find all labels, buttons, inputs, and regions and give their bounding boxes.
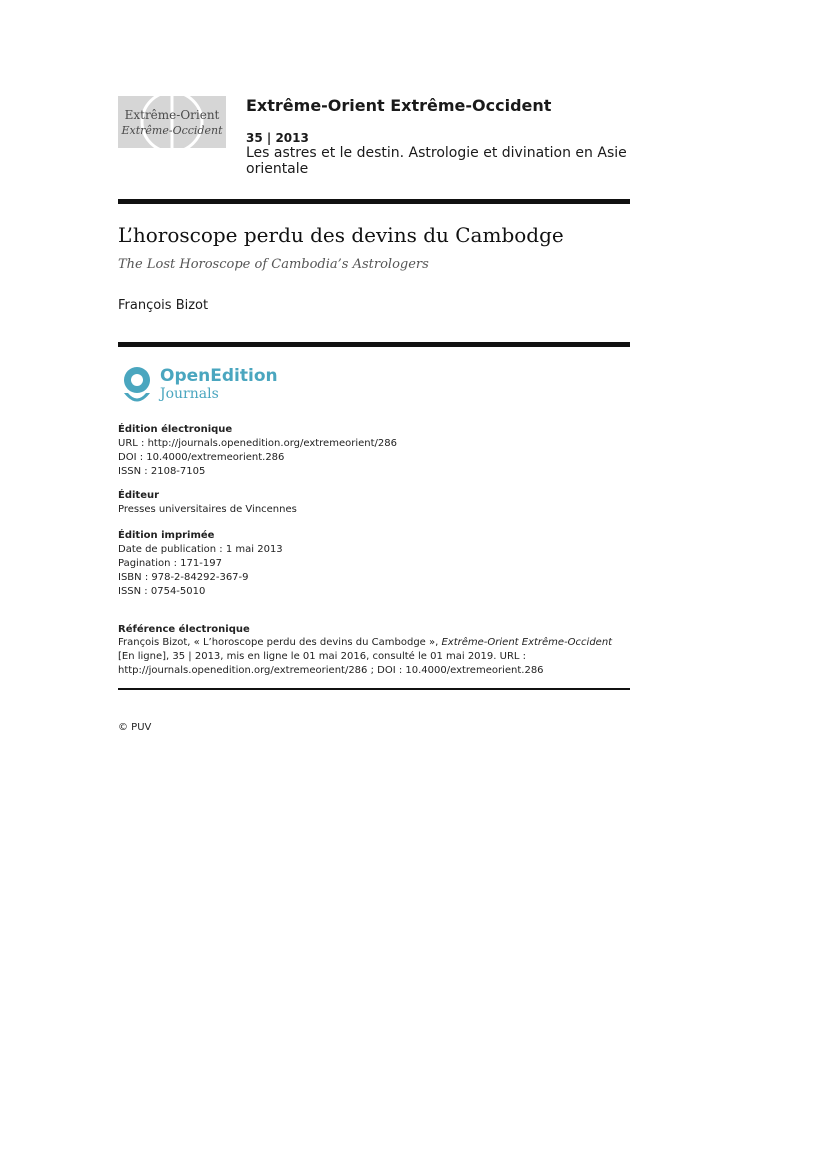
edition-electronique-section <box>118 423 397 479</box>
edition-electronique-issn: ISSN : 2108-7105 <box>118 466 206 477</box>
issn-print: ISSN : 0754-5010 <box>118 586 206 597</box>
edition-electronique-heading: Édition électronique <box>118 424 233 435</box>
divider-top <box>118 199 630 204</box>
divider-bottom <box>118 688 630 690</box>
divider-middle <box>118 342 630 347</box>
reference-text-start: François Bizot, « L’horoscope perdu des devins du Cambodge », <box>118 637 442 648</box>
openedition-subtitle: Journals <box>160 386 219 402</box>
editeur-heading: Éditeur <box>118 490 160 501</box>
journal-title: Extrême-Orient Extrême-Occident <box>246 96 552 115</box>
reference-heading: Référence électronique <box>118 624 250 635</box>
edition-imprimee-section <box>118 529 283 599</box>
journal-logo-emblem <box>118 96 226 148</box>
pagination: Pagination : 171-197 <box>118 558 222 569</box>
reference-journal-title: Extrême-Orient Extrême-Occident <box>441 637 613 648</box>
edition-electronique-url: URL : http://journals.openedition.org/extremeorient/286 <box>118 438 397 449</box>
article-subtitle: The Lost Horoscope of Cambodia’s Astrologers <box>118 257 429 272</box>
reference-text-end: [En ligne], 35 | 2013, mis en ligne le 01 mai 2016, consulté le 01 mai 2019. URL : http://journals.openedition.org/extremeorient/286 ; DOI : 10.4000/extremeorient.286 <box>118 651 544 676</box>
editeur-name: Presses universitaires de Vincennes <box>118 504 297 515</box>
article-title: L’horoscope perdu des devins du Cambodge <box>118 223 564 247</box>
edition-imprimee-heading: Édition imprimée <box>118 530 215 541</box>
journal-logo-line1: Extrême-Orient <box>124 108 220 122</box>
article-author: François Bizot <box>118 298 209 313</box>
journal-logo <box>118 96 226 148</box>
isbn: ISBN : 978-2-84292-367-9 <box>118 572 249 583</box>
openedition-logo-icon <box>120 366 154 406</box>
reference-citation <box>118 636 630 678</box>
editeur-section <box>118 489 297 517</box>
journal-logo-line2: Extrême-Occident <box>121 124 223 137</box>
issue-number: 35 | 2013 <box>246 131 309 145</box>
edition-electronique-doi: DOI : 10.4000/extremeorient.286 <box>118 452 285 463</box>
issue-theme: Les astres et le destin. Astrologie et divination en Asie orientale <box>246 145 627 177</box>
copyright: © PUV <box>118 722 152 733</box>
reference-heading-wrap <box>118 623 250 637</box>
publication-date: Date de publication : 1 mai 2013 <box>118 544 283 555</box>
openedition-name: OpenEdition <box>160 366 278 386</box>
